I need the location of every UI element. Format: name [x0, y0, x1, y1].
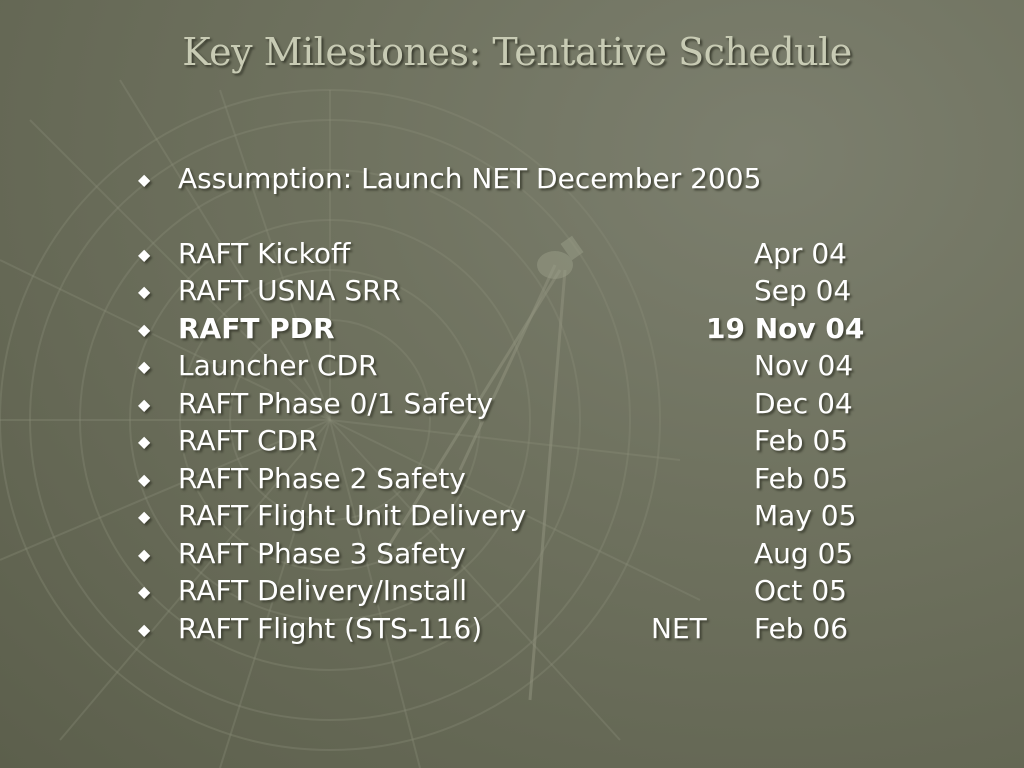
list-item [138, 424, 938, 462]
diamond-bullet-icon: ◆ [138, 469, 151, 489]
milestone-date: Oct 05 [754, 574, 847, 607]
diamond-bullet-icon: ◆ [138, 544, 151, 564]
milestone-date: Feb 05 [754, 424, 849, 457]
diamond-bullet-icon: ◆ [138, 357, 151, 376]
milestone-label: RAFT Phase 0/1 Safety [178, 386, 494, 420]
milestone-date: Sep 04 [754, 274, 852, 307]
milestone-qualifier: NET [651, 611, 707, 645]
list-item [138, 349, 938, 387]
slide-title: Key Milestones: Tentative Schedule [182, 30, 852, 74]
diamond-bullet-icon: ◆ [138, 282, 151, 301]
milestone-date: 19 Nov 04 [706, 311, 865, 345]
list-item [138, 387, 938, 425]
milestone-label: Launcher CDR [178, 349, 378, 382]
milestone-date: Aug 05 [754, 536, 854, 570]
milestone-label: RAFT Phase 2 Safety [178, 461, 466, 495]
milestone-label: RAFT CDR [178, 424, 318, 457]
diamond-bullet-icon: ◆ [138, 244, 151, 264]
list-item [138, 274, 938, 312]
milestone-date: Feb 05 [754, 461, 849, 495]
list-item [138, 499, 938, 537]
milestone-date: Dec 04 [754, 386, 853, 420]
milestone-label: RAFT Delivery/Install [178, 574, 468, 607]
milestone-label: RAFT USNA SRR [178, 274, 402, 307]
diamond-bullet-icon: ◆ [138, 582, 151, 601]
diamond-bullet-icon: ◆ [138, 319, 151, 339]
list-item [138, 612, 938, 650]
diamond-bullet-icon: ◆ [138, 432, 151, 451]
milestone-label: RAFT Flight (STS-116) [178, 611, 483, 645]
milestone-label: RAFT PDR [178, 311, 335, 345]
milestone-date: May 05 [754, 499, 857, 532]
diamond-bullet-icon: ◆ [138, 394, 151, 414]
milestone-date: Nov 04 [754, 349, 854, 382]
list-item-highlighted [138, 312, 938, 350]
list-item [138, 574, 938, 612]
diamond-bullet-icon: ◆ [138, 170, 151, 189]
list-item [138, 237, 938, 275]
list-item [138, 462, 938, 500]
diamond-bullet-icon: ◆ [138, 619, 151, 639]
assumption-item [138, 162, 938, 200]
milestone-label: RAFT Flight Unit Delivery [178, 499, 527, 532]
milestone-date: Feb 06 [754, 611, 849, 645]
assumption-text: Assumption: Launch NET December 2005 [178, 162, 762, 195]
milestone-label: RAFT Phase 3 Safety [178, 536, 466, 570]
list-item [138, 537, 938, 575]
milestone-list [138, 162, 938, 649]
diamond-bullet-icon: ◆ [138, 507, 151, 526]
milestone-date: Apr 04 [754, 236, 847, 270]
milestone-label: RAFT Kickoff [178, 236, 351, 270]
